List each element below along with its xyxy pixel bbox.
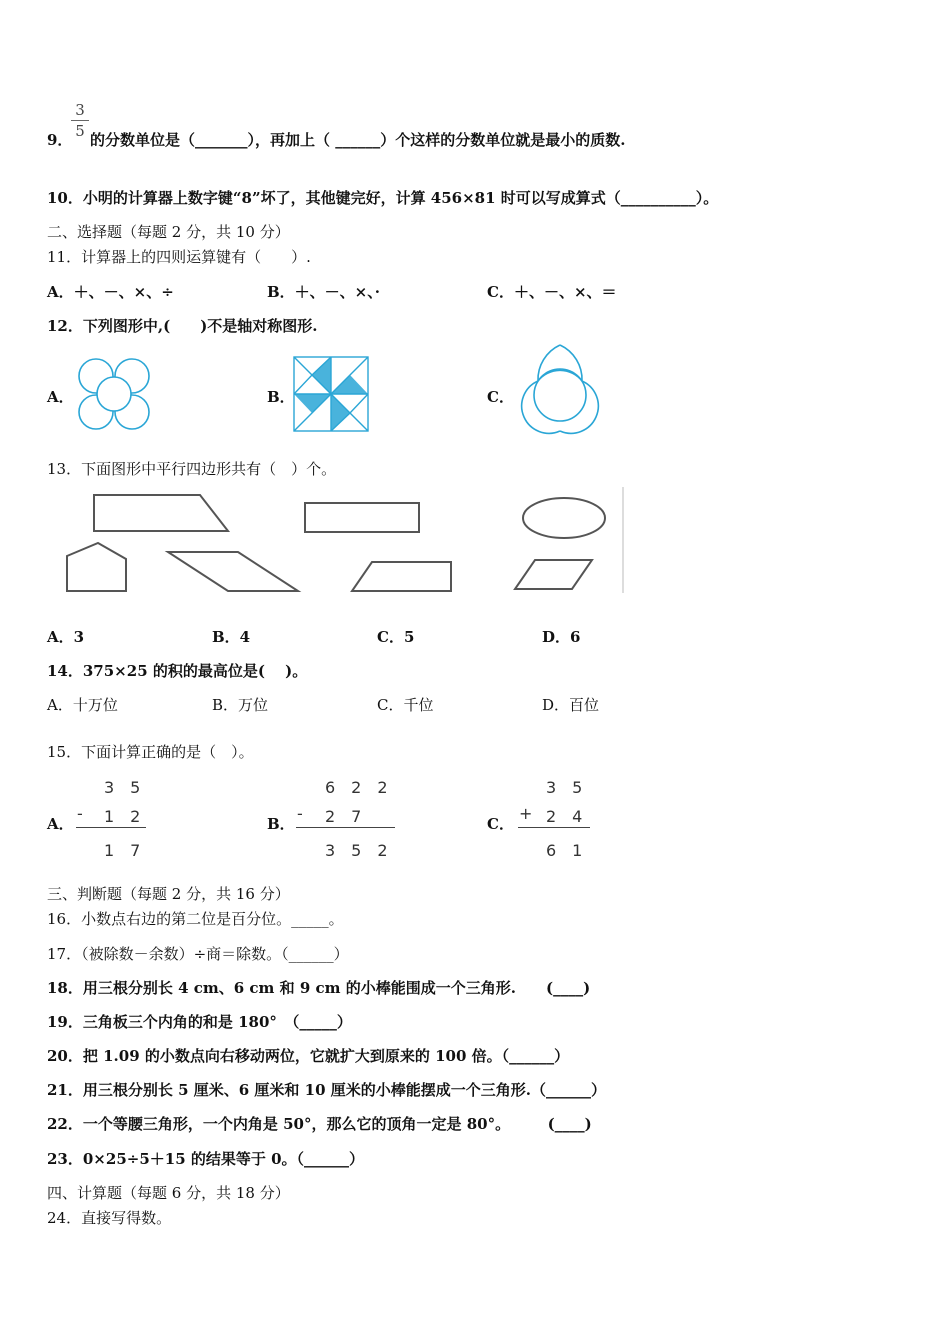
calc-a-top: 3 5 bbox=[104, 778, 141, 797]
calc-b-top: 6 2 2 bbox=[325, 778, 388, 797]
q14-option-b: B．万位 bbox=[212, 696, 269, 714]
q11-option-b: B．＋、－、×、· bbox=[267, 283, 380, 301]
calc-a-rule bbox=[76, 827, 146, 828]
calc-c-top: 3 5 bbox=[546, 778, 583, 797]
q17-text: 17．（被除数－余数）÷商＝除数。（______） bbox=[47, 945, 349, 963]
calc-b-operator: - bbox=[297, 804, 303, 823]
shape-ellipse bbox=[523, 498, 605, 538]
fraction-denominator: 5 bbox=[75, 122, 85, 140]
q11-option-a: A．＋、－、×、÷ bbox=[47, 283, 174, 301]
q23-text: 23．0×25÷5＋15 的结果等于 0。（______） bbox=[47, 1150, 365, 1168]
q13-option-b: B．4 bbox=[212, 628, 251, 646]
q14-text: 14．375×25 的积的最高位是( )。 bbox=[47, 662, 308, 680]
section-4-title: 四、计算题（每题 6 分，共 18 分） bbox=[47, 1184, 290, 1202]
fraction-numerator: 3 bbox=[75, 101, 85, 119]
q14-option-a: A．十万位 bbox=[47, 696, 118, 714]
q12-option-c-label: C． bbox=[487, 388, 514, 406]
q20-text: 20．把 1.09 的小数点向右移动两位，它就扩大到原来的 100 倍。（______） bbox=[47, 1047, 570, 1065]
q13-option-d: D．6 bbox=[542, 628, 581, 646]
q11-option-c: C．＋、－、×、＝ bbox=[487, 283, 617, 301]
q16-text: 16．小数点右边的第二位是百分位。_____。 bbox=[47, 910, 344, 928]
calc-b-result: 3 5 2 bbox=[325, 841, 388, 860]
calc-c-rule bbox=[518, 827, 590, 828]
q22-text: 22．一个等腰三角形，一个内角是 50°，那么它的顶角一定是 80°。 (____) bbox=[47, 1115, 592, 1133]
q12-option-b-label: B． bbox=[267, 388, 295, 406]
quadrilaterals-figure bbox=[60, 487, 630, 597]
q15-option-b-label: B． bbox=[267, 815, 295, 833]
q12-option-a-label: A． bbox=[47, 388, 74, 406]
shape-parallelogram-small bbox=[515, 560, 592, 589]
shape-parallelogram-wide bbox=[168, 552, 298, 591]
calc-a-result: 1 7 bbox=[104, 841, 141, 860]
shape-right-trapezoid bbox=[94, 495, 228, 531]
flower-figure bbox=[75, 355, 153, 433]
pinwheel-figure bbox=[293, 356, 369, 432]
q13-option-a: A．3 bbox=[47, 628, 85, 646]
q14-option-c: C．千位 bbox=[377, 696, 434, 714]
shape-rectangle bbox=[305, 503, 419, 532]
calc-b-rule bbox=[296, 827, 395, 828]
fraction-three-fifths bbox=[71, 101, 89, 140]
q13-text: 13．下面图形中平行四边形共有（ ）个。 bbox=[47, 460, 337, 478]
calc-a-operator: - bbox=[77, 804, 83, 823]
q14-option-d: D．百位 bbox=[542, 696, 600, 714]
q11-text: 11．计算器上的四则运算键有（ ）. bbox=[47, 248, 311, 266]
shape-trapezoid bbox=[352, 562, 451, 591]
q24-text: 24．直接写得数。 bbox=[47, 1209, 172, 1227]
fraction-bar bbox=[71, 120, 89, 121]
calc-b-mid: 2 7 bbox=[325, 807, 362, 826]
section-2-title: 二、选择题（每题 2 分，共 10 分） bbox=[47, 223, 290, 241]
section-3-title: 三、判断题（每题 2 分，共 16 分） bbox=[47, 885, 290, 903]
q21-text: 21．用三根分别长 5 厘米、6 厘米和 10 厘米的小棒能摆成一个三角形.（______） bbox=[47, 1081, 606, 1099]
calc-a-mid: 1 2 bbox=[104, 807, 141, 826]
q13-option-c: C．5 bbox=[377, 628, 415, 646]
q15-option-c-label: C． bbox=[487, 815, 514, 833]
q9-number: 9． bbox=[47, 131, 73, 149]
trefoil-figure bbox=[512, 343, 608, 435]
q18-text: 18．用三根分别长 4 cm、6 cm 和 9 cm 的小棒能围成一个三角形. (____) bbox=[47, 979, 591, 997]
q15-text: 15．下面计算正确的是（ ）。 bbox=[47, 743, 254, 761]
q12-text: 12．下列图形中,( )不是轴对称图形. bbox=[47, 317, 318, 335]
calc-c-mid: 2 4 bbox=[546, 807, 583, 826]
q10-text: 10．小明的计算器上数字键“8”坏了，其他键完好，计算 456×81 时可以写成算式（__________）。 bbox=[47, 189, 719, 207]
q15-option-a-label: A． bbox=[47, 815, 74, 833]
calc-c-result: 6 1 bbox=[546, 841, 583, 860]
shape-pentagon bbox=[67, 543, 126, 591]
q19-text: 19．三角板三个内角的和是 180° （_____） bbox=[47, 1013, 352, 1031]
calc-c-operator: + bbox=[519, 804, 533, 823]
q9-text: 的分数单位是（_______），再加上（ ______）个这样的分数单位就是最小的质数. bbox=[90, 131, 626, 149]
